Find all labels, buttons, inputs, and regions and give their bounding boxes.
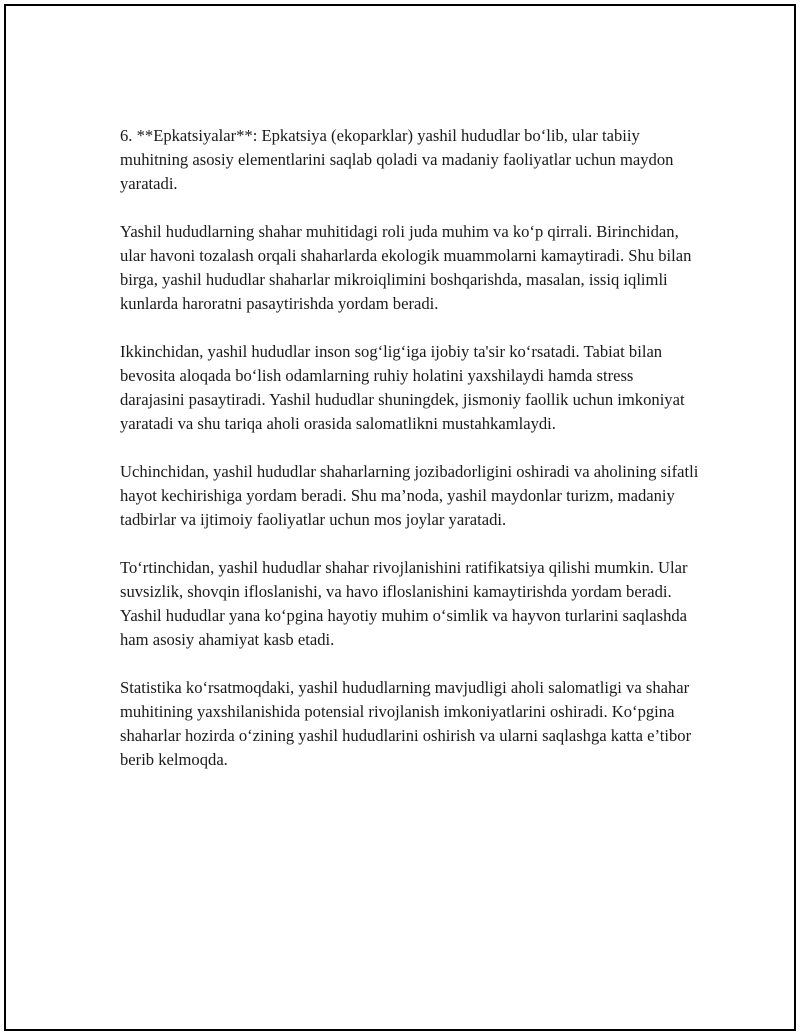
document-body — [120, 124, 700, 796]
paragraph-health: Ikkinchidan, yashil hududlar inson sog‘lig‘iga ijobiy ta'sir ko‘rsatadi. Tabiat bilan bevosita aloqada bo‘lish odamlarning ruhiy holatini yaxshilaydi hamda stress darajasini pasaytiradi. Yashil hududlar shuningdek, jismoniy faollik uchun imkoniyat yaratadi va shu tariqa aholi orasida salomatlikni mustahkamlaydi. — [120, 342, 685, 433]
paragraph-role: Yashil hududlarning shahar muhitidagi roli juda muhim va ko‘p qirrali. Birinchidan, ular havoni tozalash orqali shaharlarda ekologik muammolarni kamaytiradi. Shu bilan birga, yashil hududlar shaharlar mikroiqlimini boshqarishda, masalan, issiq iqlimli kunlarda haroratni pasaytirishda yordam beradi. — [120, 222, 692, 313]
paragraph-attractiveness: Uchinchidan, yashil hududlar shaharlarning jozibadorligini oshiradi va aholining sifatli hayot kechirishiga yordam beradi. Shu ma’noda, yashil maydonlar turizm, madaniy tadbirlar va ijtimoiy faoliyatlar uchun mos joylar yaratadi. — [120, 462, 699, 529]
document-page — [4, 4, 796, 1031]
paragraph-statistics: Statistika ko‘rsatmoqdaki, yashil hududlarning mavjudligi aholi salomatligi va shahar muhitining yaxshilanishida potensial rivojlanish imkoniyatlarini oshiradi. Ko‘pgina shaharlar hozirda o‘zining yashil hududlarini oshirish va ularni saqlashga katta e’tibor berib kelmoqda. — [120, 678, 692, 769]
paragraph-epkatsiyalar: 6. **Epkatsiyalar**: Epkatsiya (ekoparklar) yashil hududlar bo‘lib, ular tabiiy muhitning asosiy elementlarini saqlab qoladi va madaniy faoliyatlar uchun maydon yaratadi. — [120, 126, 674, 193]
paragraph-development: To‘rtinchidan, yashil hududlar shahar rivojlanishini ratifikatsiya qilishi mumkin. Ular suvsizlik, shovqin ifloslanishi, va havo ifloslanishini kamaytirishda yordam beradi. Yashil hududlar yana ko‘pgina hayotiy muhim o‘simlik va hayvon turlarini saqlashda ham asosiy ahamiyat kasb etadi. — [120, 558, 688, 649]
